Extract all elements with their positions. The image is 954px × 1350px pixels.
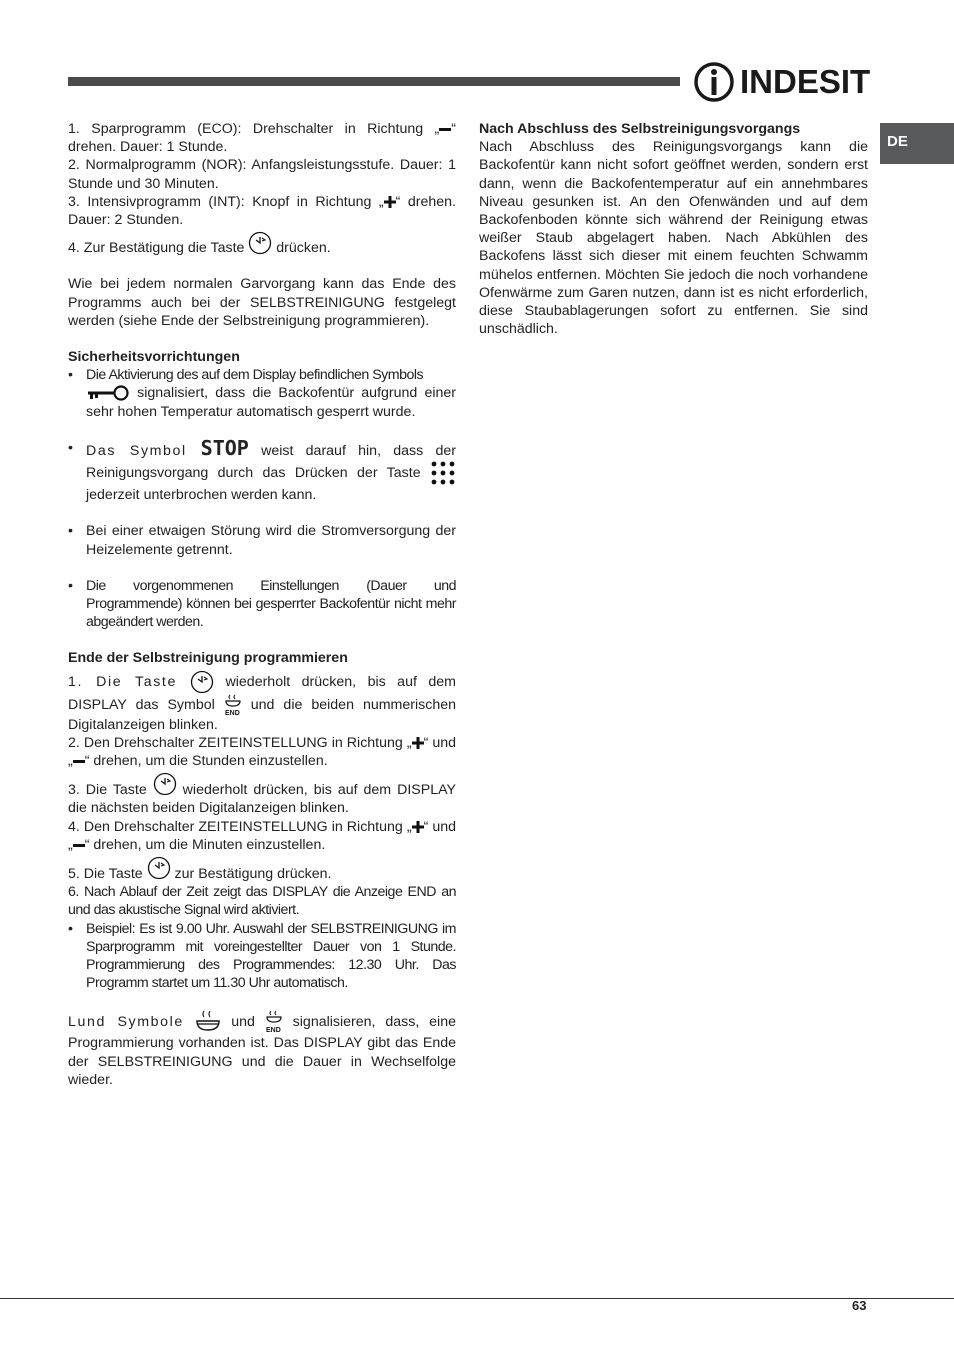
svg-text:END: END <box>224 709 240 716</box>
minus-icon <box>73 756 85 766</box>
cooking-pot-icon <box>195 1010 221 1034</box>
list-item: • Die Aktivierung des auf dem Display befindlichen Symbols signalisiert, dass die Backofentür aufgrund einer sehr hohen Temperatur automatisch gesperrt wurde. <box>68 366 456 421</box>
end-step-4: 4. Den Drehschalter ZEITEINSTELLUNG in Richtung „ “ und „ “ drehen, um die Minuten einzustellen. <box>68 818 456 853</box>
end-step-1: 1. Die Taste wiederholt drücken, bis auf dem DISPLAY das Symbol END und die beiden nummerischen Digitalanzeigen blinken. <box>68 670 456 734</box>
confirm-step: 4. Zur Bestätigung die Taste drücken. <box>68 231 456 257</box>
program-end-info: Wie bei jedem normalen Garvorgang kann das Ende des Programms auch bei der SELBSTREINIGUNG festgelegt werden (siehe Ende der Selbstreinigung programmieren). <box>68 276 456 329</box>
plus-icon <box>384 196 396 208</box>
end-step-2: 2. Den Drehschalter ZEITEINSTELLUNG in Richtung „ “ und „ “ drehen, um die Stunden einzustellen. <box>68 734 456 769</box>
clock-button-icon <box>190 670 214 694</box>
keypad-dots-icon <box>430 460 456 486</box>
end-step-3: 3. Die Taste wiederholt drücken, bis auf dem DISPLAY die nächsten beiden Digitalanzeigen blinken. <box>68 772 456 817</box>
safety-heading: Sicherheitsvorrichtungen <box>68 349 240 366</box>
clock-button-icon <box>147 856 171 880</box>
brand-logo <box>694 58 870 106</box>
example-list <box>68 920 456 993</box>
language-tab: DE <box>880 123 954 164</box>
brand-name: INDESIT <box>740 63 871 100</box>
safety-list <box>68 366 456 631</box>
left-column <box>68 120 456 1089</box>
after-cleaning-body: Nach Abschluss des Reinigungsvorgangs kann die Backofentür kann nicht sofort geöffnet werden, sondern erst dann, wenn die Backofentemperatur auf ein annehmbares Niveau gesunken ist. An den Ofenwänden und auf dem Backofenboden könnte sich während der Reinigung etwas weißer Staub abgelagert haben. Nach Abkühlen des Backofens lässt sich dieser mit einem feuchten Schwamm mühelos entfernen. Möchten Sie jedoch die noch vorhandene Ofenwärme zum Garen nutzen, dann ist es nicht erforderlich, diese Staubablagerungen sofort zu entfernen. Sie sind unschädlich. <box>479 139 868 338</box>
plus-icon <box>412 821 424 833</box>
end-step-5: 5. Die Taste zur Bestätigung drücken. <box>68 856 456 883</box>
svg-text:END: END <box>265 1027 281 1035</box>
end-step-6: 6. Nach Ablauf der Zeit zeigt das DISPLAY die Anzeige END an und das akustische Signal wird aktiviert. <box>68 884 456 919</box>
minus-icon <box>439 124 451 134</box>
right-column <box>479 120 868 338</box>
end-pot-icon <box>265 1010 283 1034</box>
page-number: 63 <box>852 1298 867 1313</box>
header-bar <box>68 77 680 86</box>
normal-program: 2. Normalprogramm (NOR): Anfangsleistungsstufe. Dauer: 1 Stunde und 30 Minuten. <box>68 157 456 192</box>
stop-symbol: STOP <box>200 435 249 460</box>
after-cleaning-heading: Nach Abschluss des Selbstreinigungsvorgangs <box>479 121 801 137</box>
eco-program: 1. Sparprogramm (ECO): Drehschalter in Richtung „ “ drehen. Dauer: 1 Stunde. <box>68 121 456 156</box>
end-pot-icon <box>224 694 242 716</box>
list-item: • Beispiel: Es ist 9.00 Uhr. Auswahl der SELBSTREINIGUNG im Sparprogramm mit voreingestellter Dauer von 1 Stunde. Programmierung des Programmendes: 12.30 Uhr. Das Programm startet um 11.30 Uhr automatisch. <box>68 920 456 993</box>
list-item: • Das Symbol STOP weist darauf hin, dass der Reinigungsvorgang durch das Drücken der Taste jederzeit unterbrochen werden kann. <box>68 439 456 504</box>
intensive-program: 3. Intensivprogramm (INT): Knopf in Richtung „ “ drehen. Dauer: 2 Stunden. <box>68 193 456 229</box>
list-item: • Die vorgenommenen Einstellungen (Dauer und Programmende) können bei gesperrter Backofentür nicht mehr abgeändert werden. <box>68 577 456 632</box>
plus-icon <box>412 737 424 749</box>
clock-button-icon <box>248 231 272 255</box>
symbols-note: Lund Symbole und END signalisieren, dass, eine Programmierung vorhanden ist. Das DISPLAY gibt das Ende der SELBSTREINIGUNG und die Dauer in Wechselfolge wieder. <box>68 1010 456 1089</box>
clock-button-icon <box>153 772 177 796</box>
indesit-i-icon <box>694 60 734 104</box>
key-lock-icon <box>86 385 130 403</box>
list-item: • Bei einer etwaigen Störung wird die Stromversorgung der Heizelemente getrennt. <box>68 522 456 558</box>
end-programming-heading: Ende der Selbstreinigung programmieren <box>68 650 348 667</box>
minus-icon <box>73 840 85 850</box>
footer-rule <box>0 1298 954 1299</box>
